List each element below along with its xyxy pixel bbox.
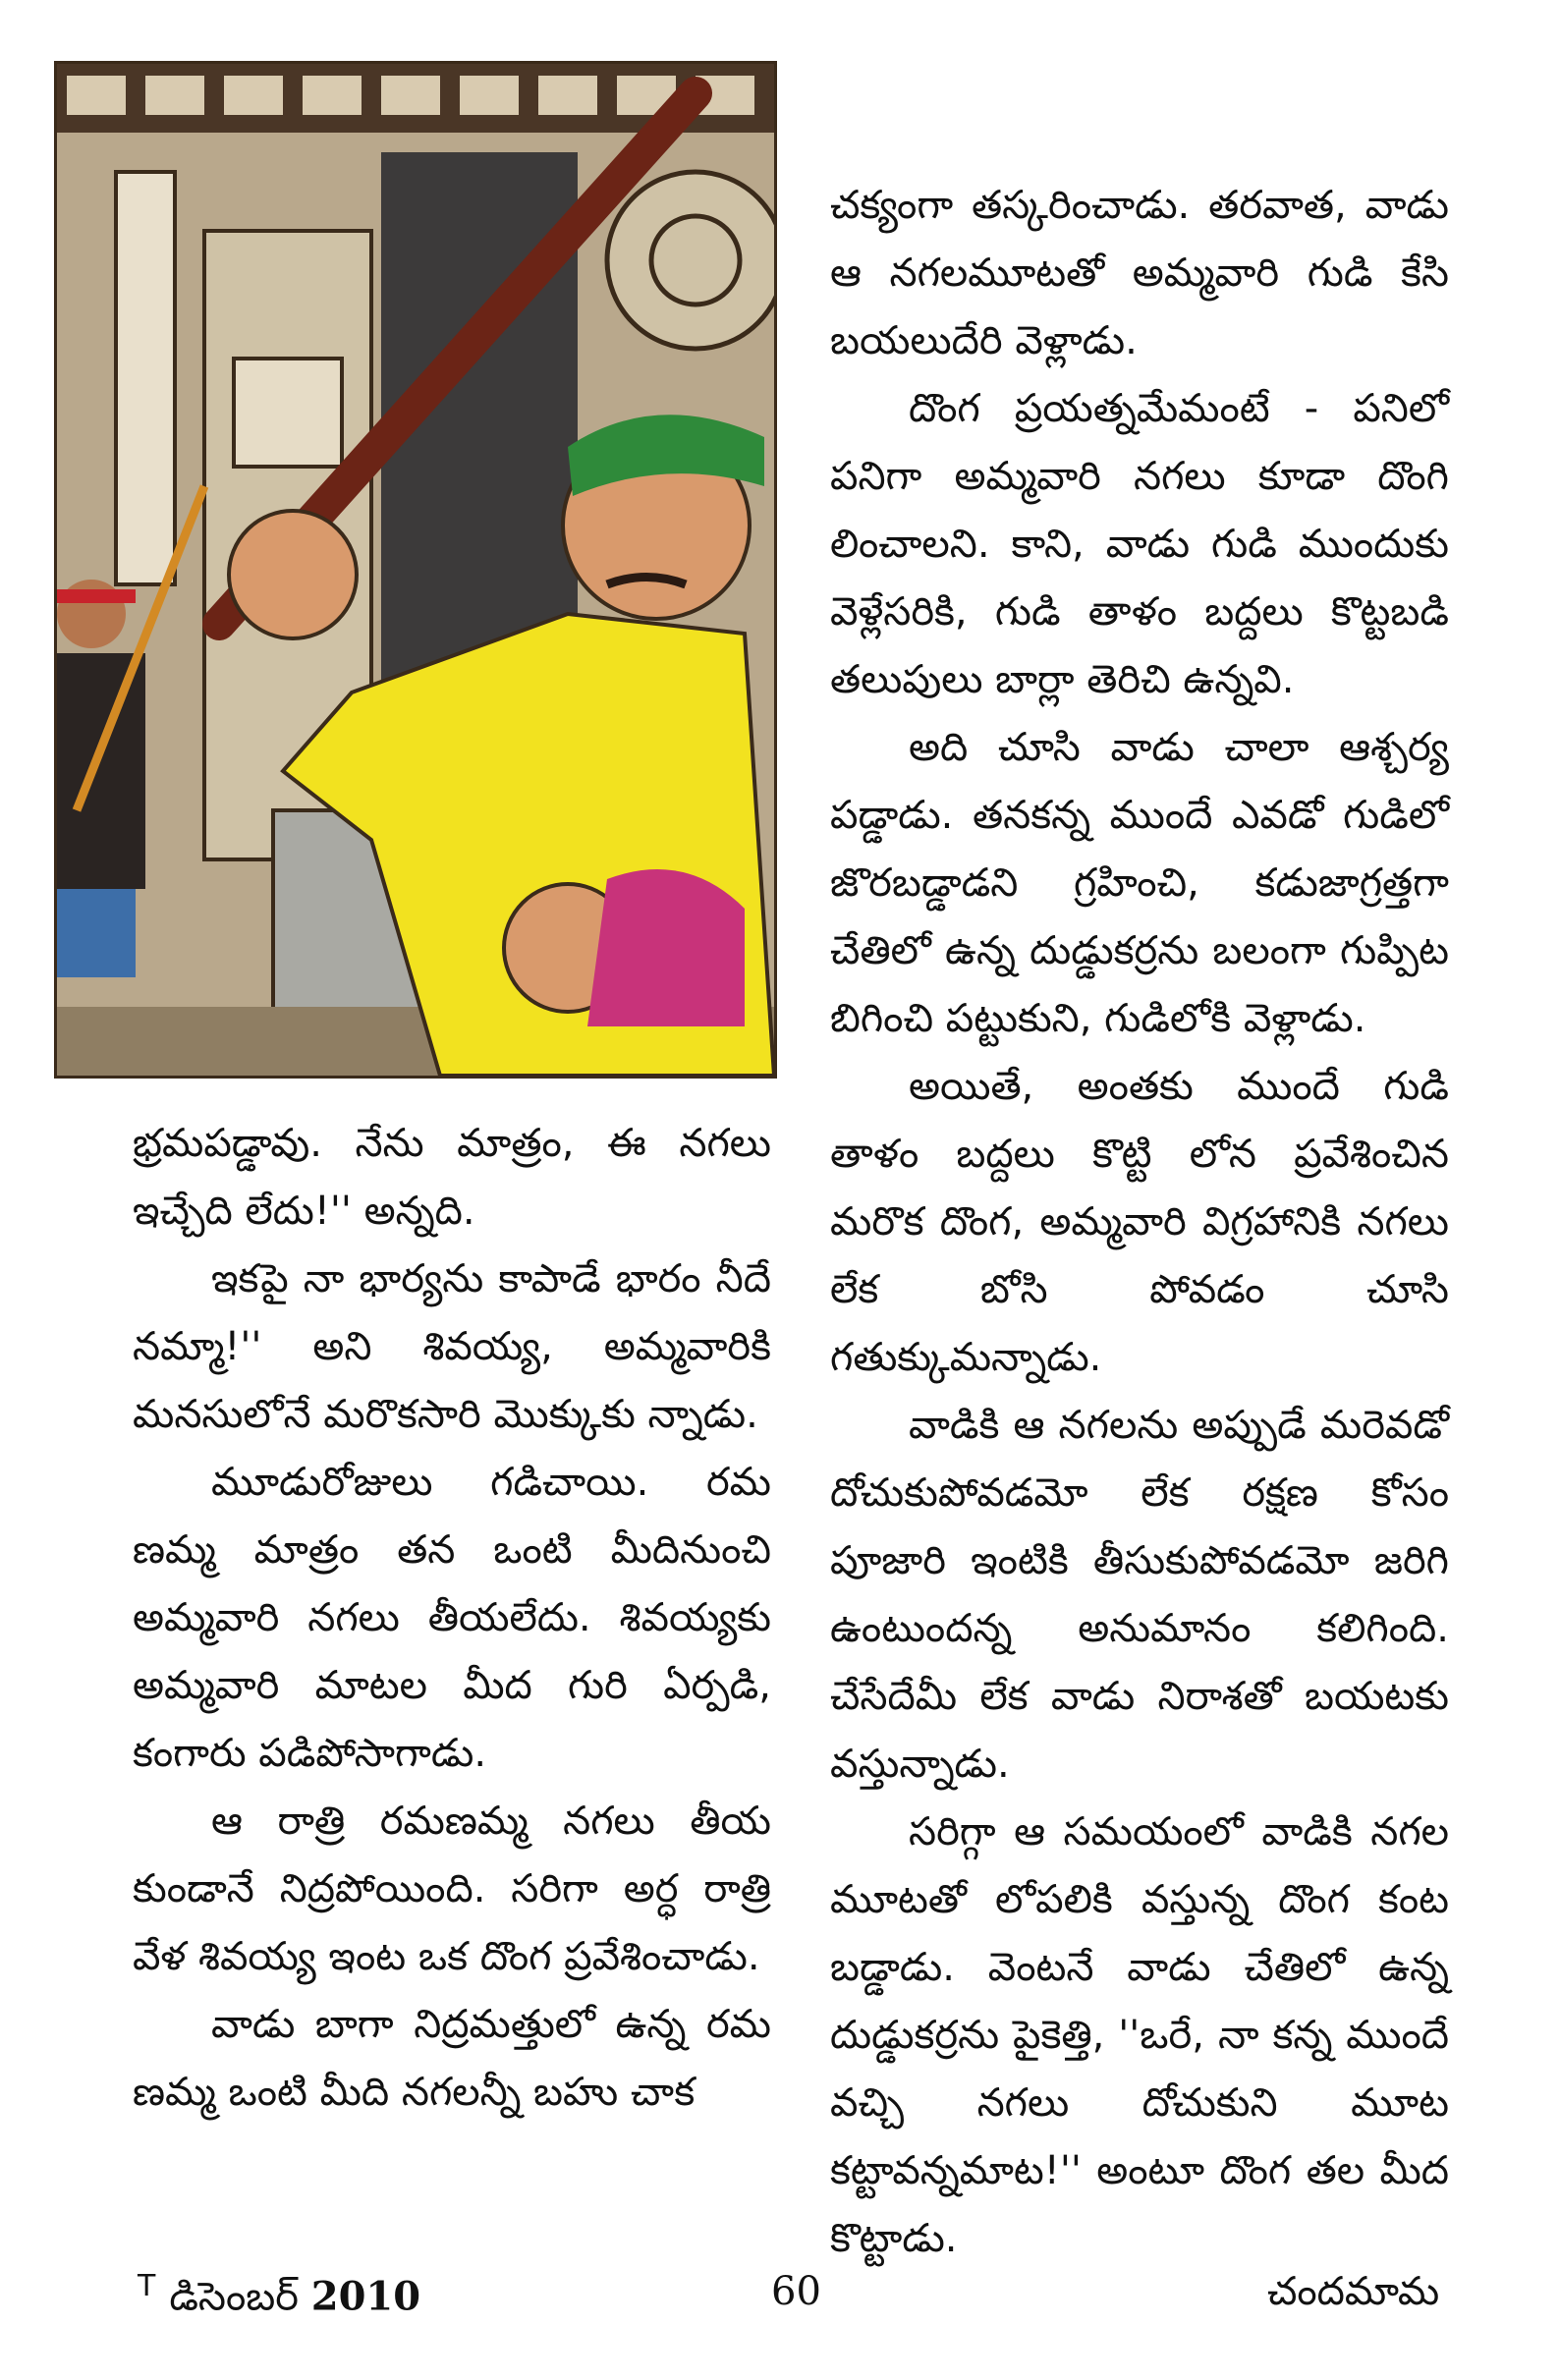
left-paragraph: ఆ రాత్రి రమణమ్మ నగలు తీయ కుండానే నిద్రపోయింది. సరిగా అర్ధ రాత్రి వేళ శివయ్య ఇంట ఒక దొంగ ప్రవేశించాడు. — [133, 1799, 771, 1979]
left-paragraph: ఇకపై నా భార్యను కాపాడే భారం నీదే నమ్మా!'' అని శివయ్య, అమ్మవారికి మనసులోనే మరొకసారి మొక్కుకు న్నాడు. — [133, 1256, 771, 1437]
footer-marker: T — [138, 2269, 156, 2303]
right-paragraph: సరిగ్గా ఆ సమయంలో వాడికి నగల మూటతో లోపలికి వస్తున్న దొంగ కంట బడ్డాడు. వెంటనే వాడు చేతిలో ఉన్న దుడ్డుకర్రను పైకెత్తి, ''ఒరే, నా కన్న ముందే వచ్చి నగలు దోచుకుని మూట కట్టావన్నమాట!'' అంటూ దొంగ తల మీద కొట్టాడు. — [830, 1809, 1449, 2261]
story-illustration — [54, 61, 777, 1079]
page-number: 60 — [771, 2269, 821, 2314]
left-paragraph: మూడురోజులు గడిచాయి. రమ ణమ్మ మాత్రం తన ఒంటి మీదినుంచి అమ్మవారి నగలు తీయలేదు. శివయ్యకు అమ్మవారి మాటల మీద గురి ఏర్పడి, కంగారు పడిపోసాగాడు. — [133, 1460, 771, 1776]
footer-issue-date — [138, 2269, 420, 2329]
footer-month: డిసెంబర్ — [169, 2274, 300, 2320]
magazine-name: చందమామ — [1267, 2269, 1440, 2314]
right-paragraph: దొంగ ప్రయత్నమేమంటే - పనిలో పనిగా అమ్మవారి నగలు కూడా దొంగి లించాలని. కాని, వాడు గుడి ముందుకు వెళ్లేసరికి, గుడి తాళం బద్దలు కొట్టబడి తలుపులు బార్లా తెరిచి ఉన్నవి. — [830, 386, 1449, 702]
right-paragraph: అది చూసి వాడు చాలా ఆశ్చర్య పడ్డాడు. తనకన్న ముందే ఎవడో గుడిలో జొరబడ్డాడని గ్రహించి, కడుజాగ్రత్తగా చేతిలో ఉన్న దుడ్డుకర్రను బలంగా గుప్పిట బిగించి పట్టుకుని, గుడిలోకి వెళ్లాడు. — [830, 725, 1449, 1041]
footer-year: 2010 — [310, 2273, 421, 2320]
right-paragraph: అయితే, అంతకు ముందే గుడి తాళం బద్దలు కొట్టి లోన ప్రవేశించిన మరొక దొంగ, అమ్మవారి విగ్రహానికి నగలు లేక బోసి పోవడం చూసి గతుక్కుమన్నాడు. — [830, 1064, 1449, 1380]
right-paragraph: చక్యంగా తస్కరించాడు. తరవాత, వాడు ఆ నగలమూటతో అమ్మవారి గుడి కేసి బయలుదేరి వెళ్లాడు. — [830, 183, 1449, 363]
left-paragraph: వాడు బాగా నిద్రమత్తులో ఉన్న రమ ణమ్మ ఒంటి మీది నగలన్నీ బహు చాక — [133, 2002, 771, 2115]
right-paragraph: వాడికి ఆ నగలను అప్పుడే మరెవడో దోచుకుపోవడమో లేక రక్షణ కోసం పూజారి ఇంటికి తీసుకుపోవడమో జరిగి ఉంటుందన్న అనుమానం కలిగింది. చేసేదేమీ లేక వాడు నిరాశతో బయటకు వస్తున్నాడు. — [830, 1403, 1449, 1787]
right-text-column — [830, 172, 1449, 2273]
left-text-column — [133, 1110, 771, 2127]
left-paragraph: భ్రమపడ్డావు. నేను మాత్రం, ఈ నగలు ఇచ్చేది లేదు!'' అన్నది. — [133, 1121, 771, 1234]
illustration-art — [57, 64, 774, 1076]
